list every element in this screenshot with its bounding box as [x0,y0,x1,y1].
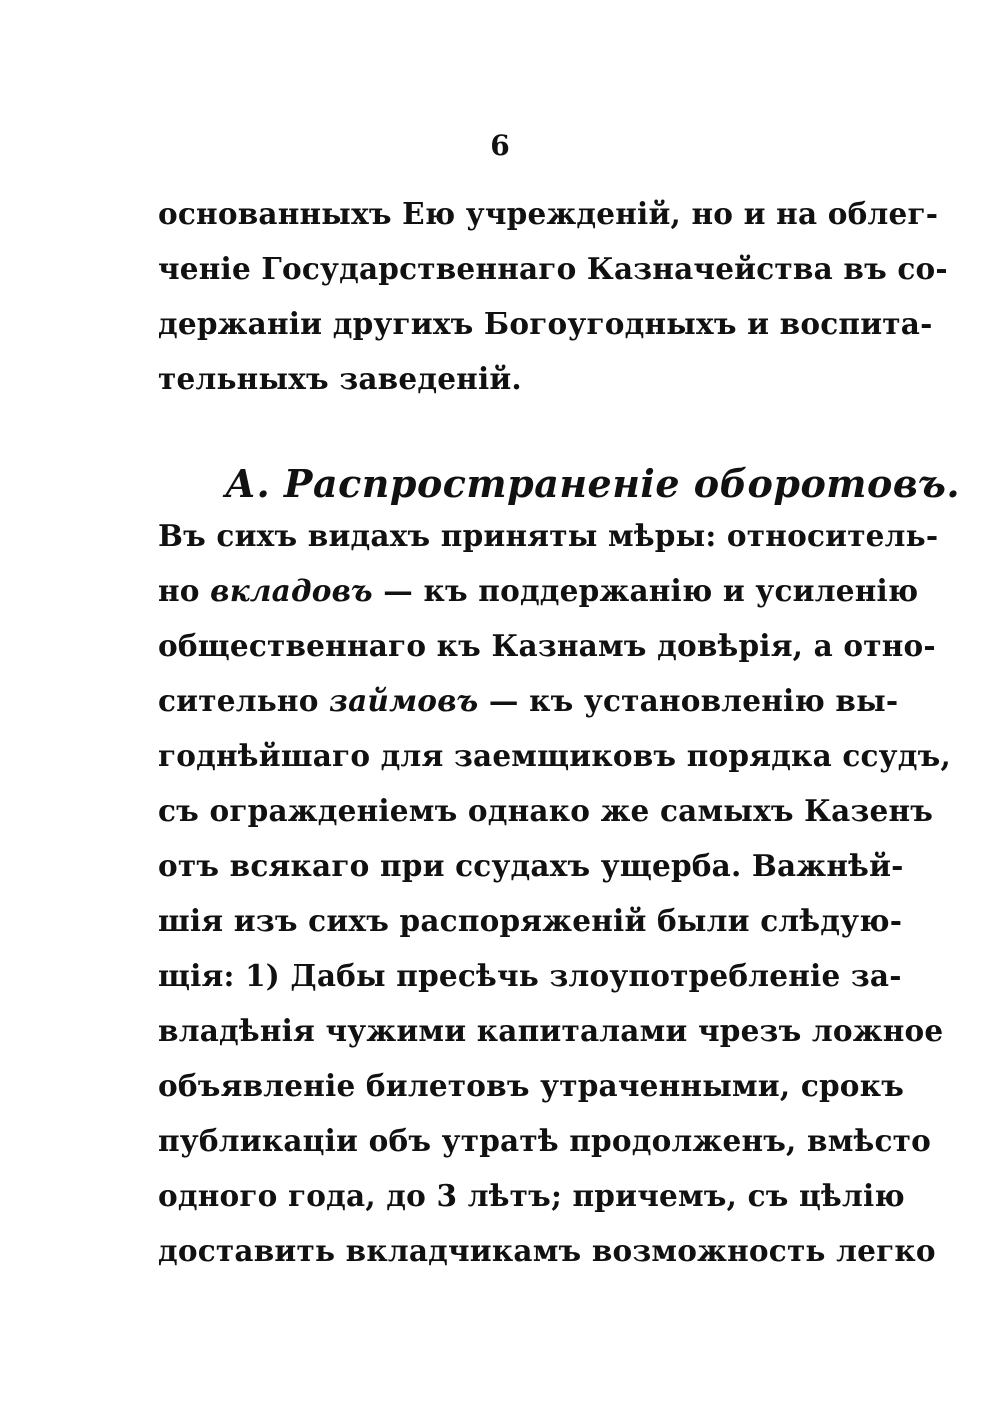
paragraph-bottom [158,508,951,1278]
paragraph-top [158,186,948,406]
text-run: — къ поддержанію и усиленію [383,573,919,608]
text-line: основанныхъ Ею учрежденій, но и на облег- [158,196,939,231]
text-line [158,673,899,728]
text-line: отъ всякаго при ссудахъ ущерба. Важнѣй- [158,848,904,883]
text-run: сительно [158,683,319,718]
text-line: щія: 1) Дабы пресѣчь злоупотребленіе за- [158,958,902,993]
text-line [158,563,919,618]
text-line: годнѣйшаго для заемщиковъ порядка ссудъ, [158,738,951,773]
text-line: тельныхъ заведеній. [158,361,522,396]
text-run: но [158,573,200,608]
text-line: съ огражденіемъ однако же самыхъ Казенъ [158,793,934,828]
text-line: шія изъ сихъ распоряженій были слѣдую- [158,903,903,938]
text-line: держаніи другихъ Богоугодныхъ и воспита- [158,306,933,341]
text-run: — къ установленію вы- [488,683,899,718]
text-line: доставить вкладчикамъ возможность легко [158,1233,936,1268]
section-heading: А. Распространеніе оборотовъ. [225,461,961,506]
page-number: 6 [490,129,510,162]
text-line: Въ сихъ видахъ приняты мѣры: относитель- [158,518,939,553]
text-line: одного года, до 3 лѣтъ; причемъ, съ цѣлію [158,1178,905,1213]
text-line: ченіе Государственнаго Казначейства въ со- [158,251,948,286]
italic-term: вкладовъ [210,573,373,608]
text-line: владѣнія чужими капиталами чрезъ ложное [158,1013,944,1048]
text-line: объявленіе билетовъ утраченными, срокъ [158,1068,905,1103]
text-line: публикаціи объ утратѣ продолженъ, вмѣсто [158,1123,931,1158]
text-line: общественнаго къ Казнамъ довѣрія, а отно- [158,628,936,663]
italic-term: займовъ [329,683,479,718]
